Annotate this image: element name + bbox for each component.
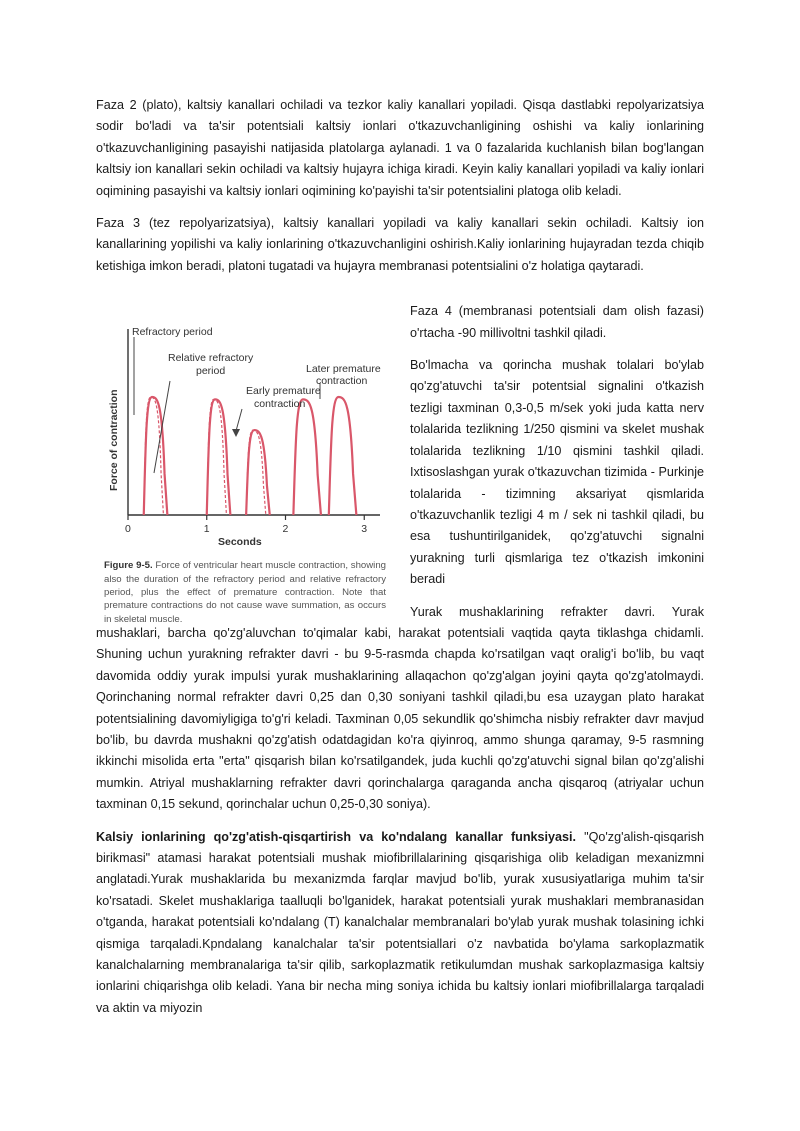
later-premature-label: Later premature: [306, 363, 381, 376]
x-tick-label-1: 1: [203, 523, 210, 536]
paragraph-phase-3: Faza 3 (tez repolyarizatsiya), kaltsiy kanallari yopiladi va kaliy kanallari sekin ochiladi. Kaltsiy ion kanallarining yopilishi va kaliy ionlarining o'tkazuvchanligini oshirish.Kaliy ionlarining hujayradan tezda chiqib ketishiga imkon beradi, platoni tugatadi va hujayra membranasi potentsialini o'z holatiga qaytaradi.: [96, 216, 704, 273]
early-premature-label-2: contraction: [254, 398, 306, 411]
contraction-curve-4: [329, 397, 357, 515]
calcium-coupling-heading: Kalsiy ionlarining qo'zg'atish-qisqartirish va ko'ndalang kanallar funksiyasi.: [96, 829, 577, 844]
x-tick-label-0: 0: [125, 523, 131, 536]
x-axis-label: Seconds: [218, 536, 262, 549]
relative-refractory-label: Relative refractory: [168, 352, 254, 365]
figure-9-5: [104, 323, 386, 625]
paragraph-conduction-velocity: Bo'lmacha va qorincha mushak tolalari bo'ylab qo'zg'atuvchi ta'sir potentsial signalini o'tkazish tezligi taxminan 0,3-0,5 m/sek yoki juda katta nerv tolalarida tezlikning 1/250 qismini va skelet mushak tolalarida tezlikning 1/10 qismini tashkil qiladi. Ixtisoslashgan yurak o'tkazuvchan tizimida - Purkinje tolalarida - tizimning aksariyat qismlarida o'tkazuvchanlik tezligi 4 m / sek ni tashkil qiladi, bu esa tushuntirilganidek, qo'zg'atuvchi signalni yurakning turli qismlariga tez o'tkazish imkonini beradi: [410, 358, 704, 587]
paragraph-phase-2: Faza 2 (plato), kaltsiy kanallari ochiladi va tezkor kaliy kanallari yopiladi. Qisqa dastlabki repolyarizatsiya sodir bo'ladi va ta'sir potentsiali kaltsiy ionlari o'tkazuvchanligining oshishi va kaliy ionlarining o'tkazuvchanligining pasayishi natijasida platolarga aylanadi. 1 va 0 fazalarida kuchlanish bilan bog'langan kaltsiy ion kanallari sekin ochiladi va kaltsiy hujayra ichiga kiradi. Keyin kaliy kanallari yopiladi va kaliy ionlari oqimining pasayishi va kaltsiy ionlari oqimining ko'payishi ta'sir potentsialini platoga olib keladi.: [96, 98, 704, 198]
paragraph-refractory-period: Yurak mushaklarining refrakter davri. Yurak mushaklari, barcha qo'zg'aluvchan to'qimalar kabi, harakat potentsiali vaqtida qayta tiklashga chidamli. Shuning uchun yurakning refrakter davri - bu 9-5-rasmda chapda ko'rsatilgan vaqt oralig'i bo'lib, bu vaqt davomida oddiy yurak impulsi yurak mushaklarining allaqachon qo'zg'algan joyini qayta qo'zg'atolmaydi. Qorinchaning normal refrakter davri 0,25 dan 0,30 soniyani tashkil qiladi,bu esa uzaygan plato harakat potentsialining davomiyligiga to'g'ri keladi. Taxminan 0,05 sekundlik qo'shimcha nisbiy refrakter davr mavjud bo'lib, bu davrda mushakni qo'zg'atish odatdagidan ko'ra qiyinroq, ammo shunga qaramay, 9-5 rasmning ikkinchi misolida erta "erta" qisqarish bilan ko'rsatilgandek, juda kuchli qo'zg'atuvchi signal bilan qo'zg'alishi mumkin. Atriyal mushaklarning refrakter davri qorinchalarga qaraganda ancha qisqaroq (atriyalar uchun taxminan 0,15 sekund, qorinchalar uchun 0,25-0,30 soniya).: [96, 604, 704, 812]
x-tick-label-3: 3: [361, 523, 368, 536]
y-axis-label: Force of contraction: [108, 389, 120, 492]
paragraph-calcium-coupling: [96, 827, 704, 1020]
calcium-coupling-text: "Qo'zg'alish-qisqarish birikmasi" atamasi harakat potentsiali mushak miofibrillalarining qisqarishiga olib keladigan mexanizmni anglatadi.Yurak mushaklarida bu mexanizmda farqlar mavjud bo'lib, yurak xususiyatlariga muhim ta'sir ko'rsatadi. Skelet mushaklariga taalluqli bo'lganidek, harakat potentsiali yurak mushaklari membranasidan o'tganda, harakat potentsiali ko'ndalang (T) kanalchalar membranalari bo'ylab yurak mushak tolasining ichki qismiga tarqaladi.Kpndalang kanalchalar ta'sir potentsiallari o'z navbatida bo'ylama sarkoplazmatik kanalchalarning membranalariga ta'sir qilib, sarkoplazmatik retikulumdan mushak sarkoplazmasiga kaltsiy ionlarini chiqarishga olib keladi. Yana bir necha ming soniya ichida bu kaltsiy ionlari miofibrillalarga tarqaladi va aktin va miyozin: [96, 829, 704, 1015]
contraction-curve-3: [293, 400, 321, 516]
figure-caption-label: Figure 9-5.: [104, 560, 153, 572]
figure-caption: [104, 559, 386, 625]
early-leader: [236, 409, 242, 431]
later-premature-label-2: contraction: [316, 375, 368, 388]
figure-caption-text: Force of ventricular heart muscle contraction, showing also the duration of the refractory period and relative refractory period, plus the effect of premature contraction. Note that premature contractions do not cause wave summation, as occurs in skeletal muscle.: [104, 560, 386, 625]
early-premature-label: Early premature: [246, 385, 321, 398]
relative-refractory-label-2: period: [196, 365, 226, 378]
early-arrowhead: [232, 429, 240, 437]
paragraph-phase-4: Faza 4 (membranasi potentsiali dam olish fazasi) o'rtacha -90 millivoltni tashkil qiladi.: [410, 304, 704, 340]
refractory-period-label: Refractory period: [132, 326, 213, 339]
series-layer: [144, 397, 357, 515]
figure-text-wrap: [96, 301, 704, 815]
contraction-chart: [104, 323, 386, 555]
relative-leader: [154, 381, 170, 473]
contraction-curve-1: [207, 400, 231, 516]
tick-layer: [125, 515, 367, 535]
x-tick-label-2: 2: [282, 523, 289, 536]
